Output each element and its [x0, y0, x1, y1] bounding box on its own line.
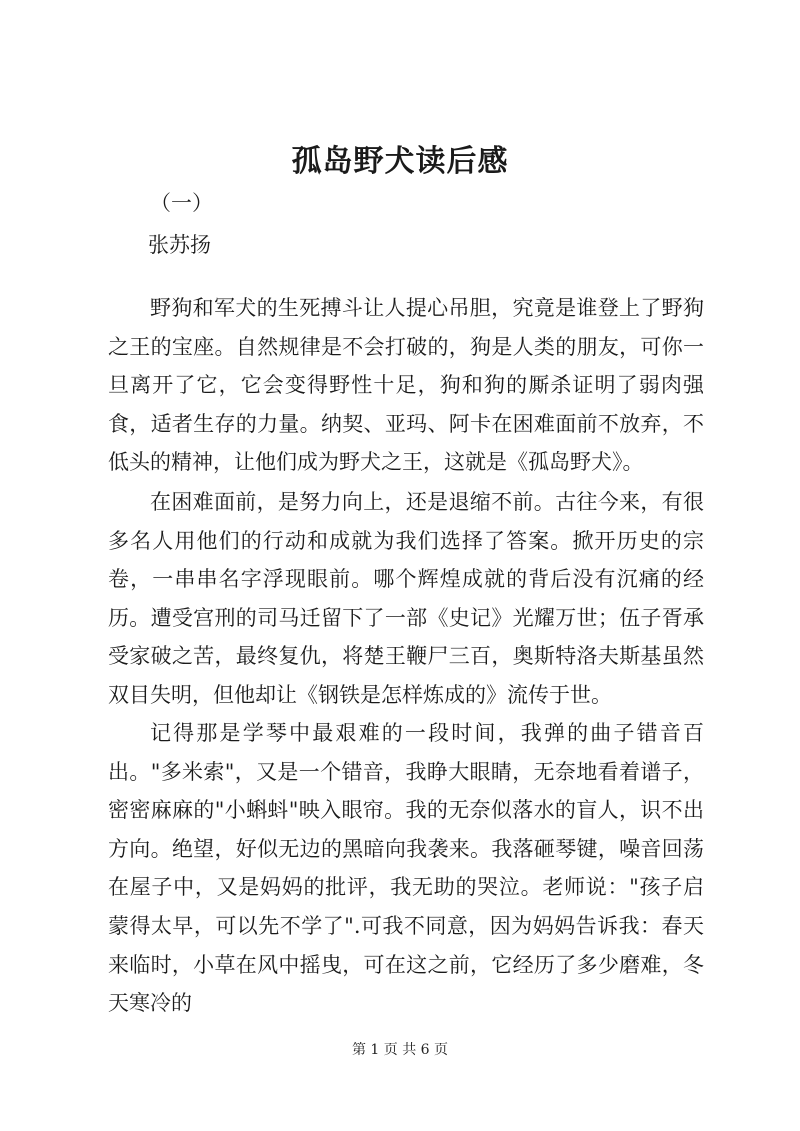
- section-number: （一）: [150, 191, 213, 215]
- document-title: 孤岛野犬读后感: [291, 144, 509, 179]
- author-name: 张苏扬: [148, 233, 211, 257]
- paragraph-3: 记得那是学琴中最艰难的一段时间，我弹的曲子错音百出。"多米索"，又是一个错音，我睁大眼睛，无奈地看着谱子，密密麻麻的"小蝌蚪"映入眼帘。我的无奈似落水的盲人，识不出方向。绝望，好似无边的黑暗向我袭来。我落砸琴键，噪音回荡在屋子中，又是妈妈的批评，我无助的哭泣。老师说："孩子启蒙得太早，可以先不学了".可我不同意，因为妈妈告诉我：春天来临时，小草在风中摇曳，可在这之前，它经历了多少磨难，冬天寒冷的: [108, 721, 704, 1016]
- paragraph-1: 野狗和军犬的生死搏斗让人提心吊胆，究竟是谁登上了野狗之王的宝座。自然规律是不会打破的，狗是人类的朋友，可你一旦离开了它，它会变得野性十足，狗和狗的厮杀证明了弱肉强食，适者生存的力量。纳契、亚玛、阿卡在困难面前不放弃，不低头的精神，让他们成为野犬之王，这就是《孤岛野犬》。: [108, 296, 704, 475]
- page-footer: 第 1 页 共 6 页: [351, 1042, 449, 1058]
- paragraph-2: 在困难面前，是努力向上，还是退缩不前。古往今来，有很多名人用他们的行动和成就为我们选择了答案。掀开历史的宗卷，一串串名字浮现眼前。哪个辉煌成就的背后没有沉痛的经历。遭受宫刑的司马迁留下了一部《史记》光耀万世；伍子胥承受家破之苦，最终复仇，将楚王鞭尸三百，奥斯特洛夫斯基虽然双目失明，但他却让《钢铁是怎样炼成的》流传于世。: [108, 490, 704, 707]
